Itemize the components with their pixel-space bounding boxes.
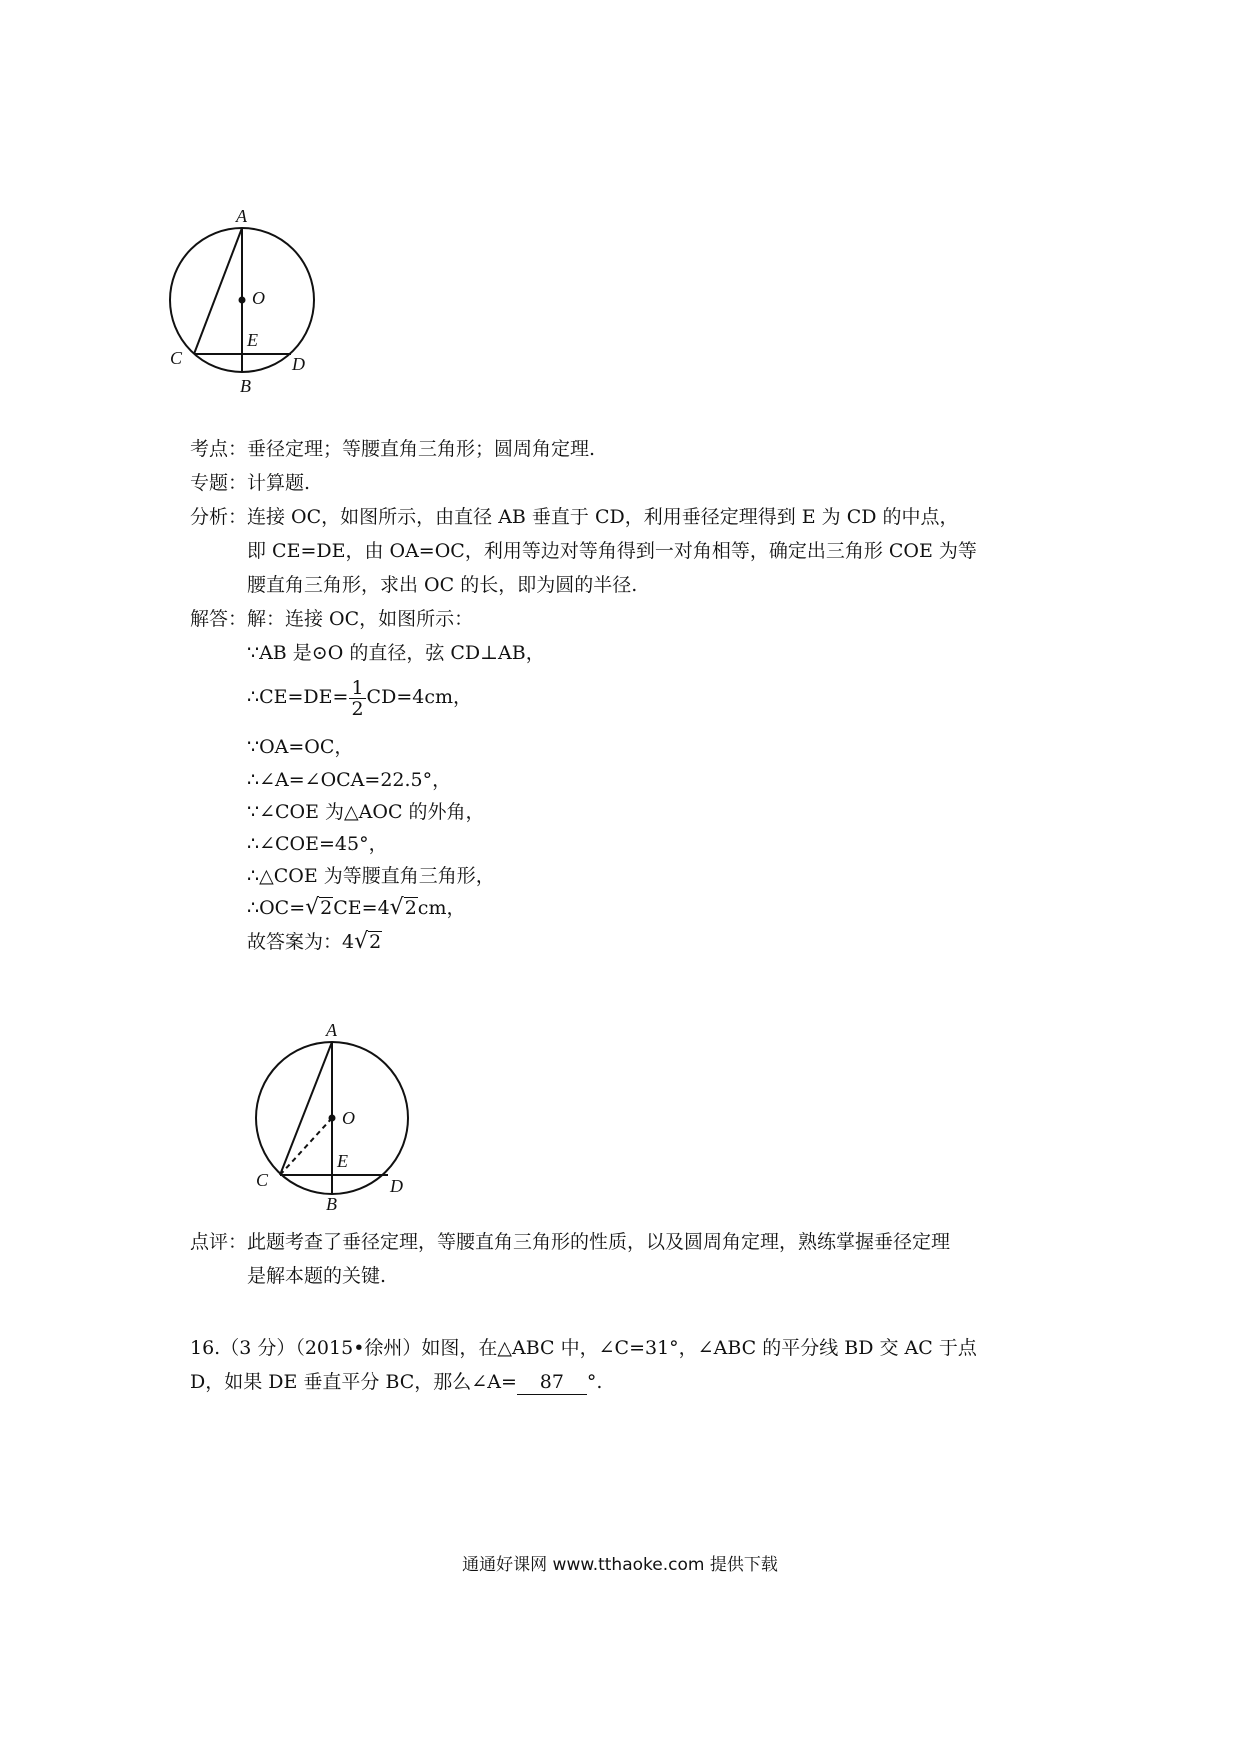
step-7: ∴△COE 为等腰直角三角形， bbox=[247, 865, 495, 887]
label-a: A bbox=[326, 1020, 337, 1040]
page-footer: 通通好课网 www.tthaoke.com 提供下载 bbox=[462, 1555, 778, 1575]
question-16-line-1: 16.（3 分）（2015•徐州）如图，在△ABC 中，∠C=31°，∠ABC 的平分线 BD 交 AC 于点 bbox=[190, 1337, 977, 1359]
fenxi-line-3: 腰直角三角形，求出 OC 的长，即为圆的半径. bbox=[247, 574, 638, 596]
step-2-post: CD=4cm， bbox=[366, 686, 472, 708]
center-dot bbox=[239, 297, 246, 304]
label-e: E bbox=[247, 330, 258, 350]
label-c: C bbox=[256, 1170, 269, 1190]
chord-ac bbox=[280, 1042, 332, 1175]
jieda-head: 解答：解：连接 OC，如图所示： bbox=[190, 608, 474, 630]
fraction-den: 2 bbox=[351, 697, 364, 720]
question-16-pre: D，如果 DE 垂直平分 BC，那么∠A= bbox=[190, 1371, 517, 1393]
question-16-post: °. bbox=[586, 1371, 603, 1393]
kaodian-line: 考点：垂径定理；等腰直角三角形；圆周角定理. bbox=[190, 438, 596, 460]
fenxi-line-1: 分析：连接 OC，如图所示，由直径 AB 垂直于 CD，利用垂径定理得到 E 为 CD 的中点， bbox=[190, 506, 959, 528]
label-e: E bbox=[337, 1151, 348, 1171]
label-b: B bbox=[326, 1194, 337, 1210]
step-1: ∵AB 是⊙O 的直径，弦 CD⊥AB， bbox=[247, 642, 545, 664]
step-2 bbox=[247, 667, 472, 727]
circle-figure-1 bbox=[160, 200, 360, 400]
circle-figure-2 bbox=[230, 1010, 430, 1210]
label-d: D bbox=[292, 354, 305, 374]
sqrt-2: √2 bbox=[389, 895, 417, 920]
zhuanti-line: 专题：计算题. bbox=[190, 472, 311, 494]
question-16-line-2 bbox=[190, 1370, 602, 1395]
label-d: D bbox=[390, 1176, 403, 1196]
label-o: O bbox=[252, 288, 265, 308]
step-3: ∵OA=OC， bbox=[247, 736, 354, 758]
step-9 bbox=[247, 930, 382, 954]
center-dot bbox=[329, 1115, 336, 1122]
sqrt-3: √2 bbox=[354, 929, 382, 954]
label-o: O bbox=[342, 1108, 355, 1128]
sqrt-1: √2 bbox=[305, 895, 333, 920]
label-c: C bbox=[170, 348, 183, 368]
step-8-mid: CE=4 bbox=[333, 897, 390, 919]
label-b: B bbox=[240, 376, 251, 396]
sqrt-3-arg: 2 bbox=[369, 931, 382, 953]
step-9-pre: 故答案为：4 bbox=[247, 931, 355, 953]
fenxi-line-2: 即 CE=DE，由 OA=OC，利用等边对等角得到一对角相等，确定出三角形 COE 为等 bbox=[247, 540, 977, 562]
step-4: ∴∠A=∠OCA=22.5°， bbox=[247, 769, 452, 791]
dashed-oc bbox=[280, 1118, 332, 1175]
fraction-half bbox=[349, 678, 365, 719]
chord-ac bbox=[194, 228, 242, 354]
sqrt-1-arg: 2 bbox=[320, 897, 333, 919]
sqrt-2-arg: 2 bbox=[404, 897, 417, 919]
answer-blank: 87 bbox=[517, 1370, 587, 1395]
dianping-line-2: 是解本题的关键. bbox=[247, 1265, 387, 1287]
step-8-pre: ∴OC= bbox=[247, 897, 306, 919]
label-a: A bbox=[236, 206, 247, 226]
step-6: ∴∠COE=45°， bbox=[247, 833, 388, 855]
fraction-num: 1 bbox=[351, 676, 364, 699]
step-2-pre: ∴CE=DE= bbox=[247, 686, 349, 708]
step-8 bbox=[247, 896, 465, 920]
dianping-line-1: 点评：此题考查了垂径定理，等腰直角三角形的性质，以及圆周角定理，熟练掌握垂径定理 bbox=[190, 1231, 951, 1253]
step-5: ∵∠COE 为△AOC 的外角， bbox=[247, 801, 485, 823]
step-8-post: cm， bbox=[417, 897, 466, 919]
